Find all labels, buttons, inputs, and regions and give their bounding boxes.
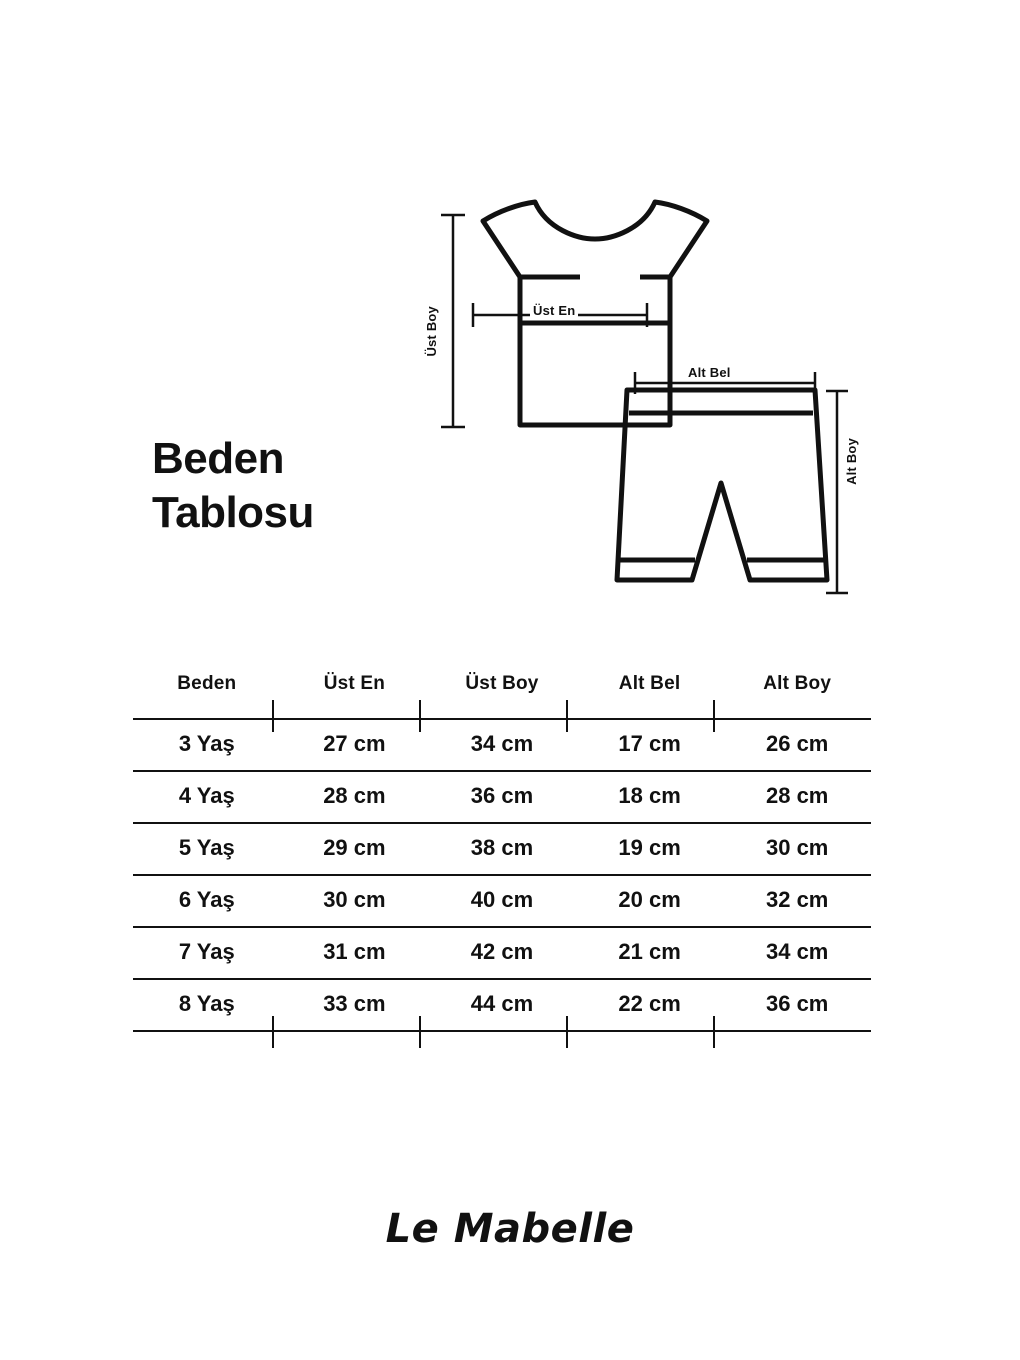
table-row xyxy=(133,926,871,978)
page-title xyxy=(152,432,314,539)
shorts-icon xyxy=(617,390,827,580)
garment-diagram xyxy=(395,195,895,615)
label-alt-boy: Alt Boy xyxy=(844,435,859,488)
cell-ust-en: 33 cm xyxy=(323,991,386,1016)
cell-alt-boy: 30 cm xyxy=(765,835,829,860)
table-header-ust-boy: Üst Boy xyxy=(465,673,539,694)
cell-alt-bel: 20 cm xyxy=(618,887,681,912)
table-row xyxy=(133,822,871,874)
table-header-ust-en: Üst En xyxy=(323,673,386,694)
cell-beden: 7 Yaş xyxy=(178,939,235,964)
table-header-beden: Beden xyxy=(177,673,237,694)
size-table xyxy=(133,650,871,1030)
page-title-line1: Beden xyxy=(152,434,284,483)
cell-alt-bel: 18 cm xyxy=(618,783,681,808)
cell-alt-boy: 34 cm xyxy=(765,939,829,964)
label-alt-bel: Alt Bel xyxy=(685,365,734,380)
size-table-container xyxy=(133,650,871,1030)
table-rule xyxy=(133,1030,871,1032)
page-title-line2: Tablosu xyxy=(152,487,314,537)
cell-ust-boy: 40 cm xyxy=(470,887,534,912)
cell-ust-en: 31 cm xyxy=(323,939,386,964)
ust-boy-measure-line xyxy=(441,215,465,427)
cell-beden: 8 Yaş xyxy=(178,991,235,1016)
cell-alt-bel: 21 cm xyxy=(618,939,681,964)
cell-ust-en: 28 cm xyxy=(323,783,386,808)
cell-ust-boy: 44 cm xyxy=(470,991,534,1016)
cell-ust-boy: 34 cm xyxy=(470,731,534,756)
garment-diagram-svg xyxy=(395,195,895,615)
cell-beden: 6 Yaş xyxy=(178,887,235,912)
cell-beden: 3 Yaş xyxy=(178,731,235,756)
table-header-row xyxy=(133,650,871,718)
cell-ust-en: 29 cm xyxy=(323,835,386,860)
cell-alt-bel: 19 cm xyxy=(618,835,681,860)
cell-alt-boy: 32 cm xyxy=(765,887,829,912)
table-header-alt-bel: Alt Bel xyxy=(618,673,681,694)
table-row xyxy=(133,874,871,926)
table-row xyxy=(133,718,871,770)
cell-alt-boy: 28 cm xyxy=(765,783,829,808)
table-row xyxy=(133,978,871,1030)
table-row xyxy=(133,770,871,822)
cell-ust-boy: 36 cm xyxy=(470,783,534,808)
cell-alt-bel: 17 cm xyxy=(618,731,681,756)
cell-ust-boy: 42 cm xyxy=(470,939,534,964)
cell-alt-boy: 36 cm xyxy=(765,991,829,1016)
brand-logo: Le Mabelle xyxy=(385,1206,635,1252)
cell-alt-boy: 26 cm xyxy=(765,731,829,756)
table-header-alt-boy: Alt Boy xyxy=(763,673,832,694)
label-ust-boy: Üst Boy xyxy=(424,303,439,360)
cell-ust-boy: 38 cm xyxy=(470,835,534,860)
cell-ust-en: 27 cm xyxy=(323,731,386,756)
alt-boy-measure-line xyxy=(826,391,848,593)
cell-alt-bel: 22 cm xyxy=(618,991,681,1016)
label-ust-en: Üst En xyxy=(530,303,578,318)
cell-ust-en: 30 cm xyxy=(323,887,386,912)
cell-beden: 5 Yaş xyxy=(178,835,235,860)
cell-beden: 4 Yaş xyxy=(178,783,235,808)
